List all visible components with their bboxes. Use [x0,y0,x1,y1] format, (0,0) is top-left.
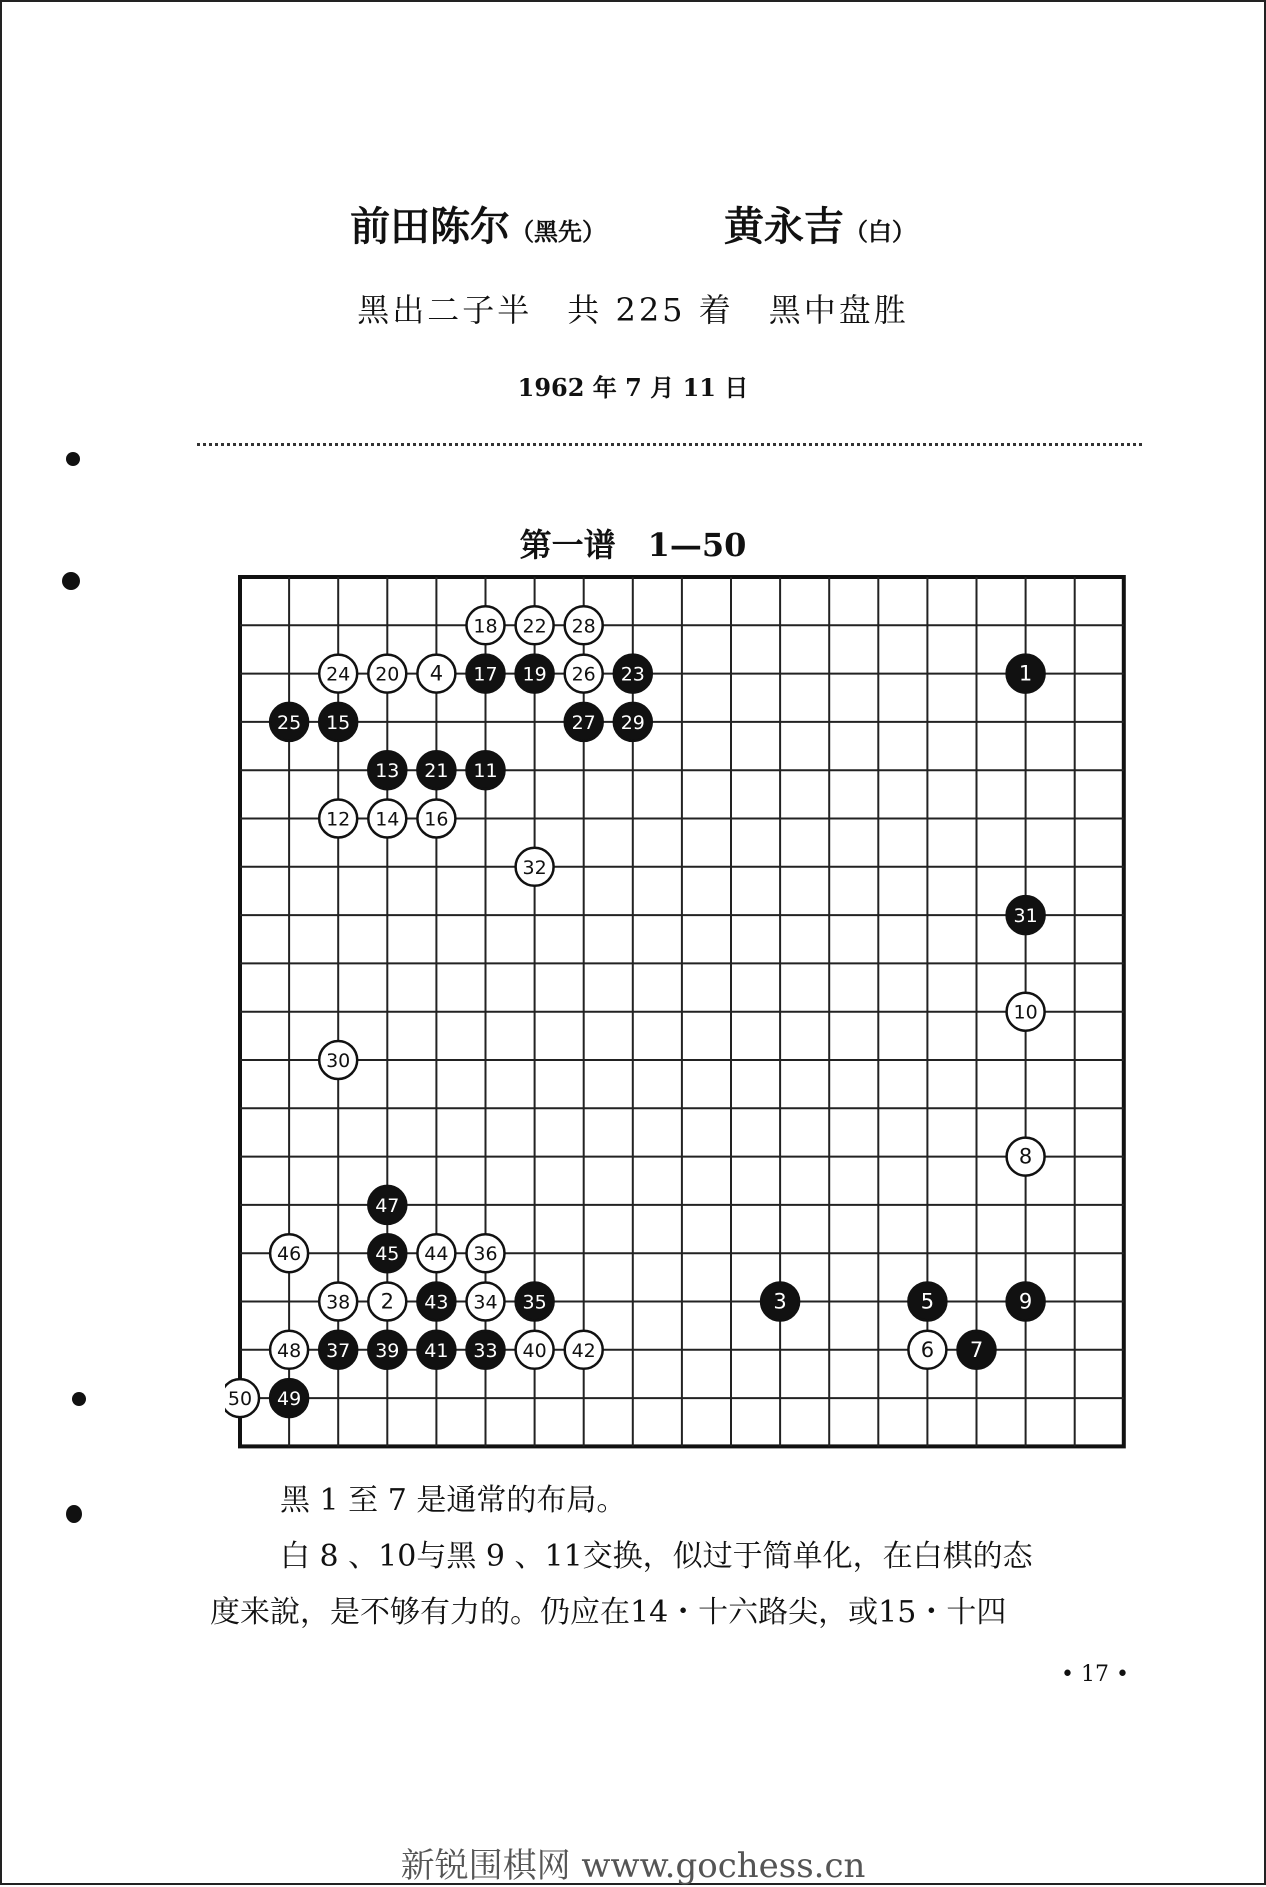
white-stone-16 [417,800,455,838]
black-stone-35 [516,1283,554,1321]
black-stone-31 [1007,896,1045,934]
white-stone-20 [368,655,406,693]
black-stone-19 [516,655,554,693]
svg-text:3: 3 [773,1289,787,1314]
black-stone-11 [467,751,505,789]
white-stone-24 [319,655,357,693]
svg-text:21: 21 [424,760,449,783]
binding-hole [62,572,80,590]
watermark-footer: 新锐围棋网 www.gochess.cn [400,1846,866,1886]
svg-text:19: 19 [522,663,547,686]
svg-text:35: 35 [522,1291,547,1314]
white-stone-40 [516,1331,554,1369]
go-board-diagram [225,560,1140,1460]
svg-text:27: 27 [571,711,596,734]
dotted-divider [197,443,1142,446]
svg-text:20: 20 [375,663,400,686]
white-stone-14 [368,800,406,838]
white-stone-28 [565,606,603,644]
white-stone-8 [1007,1138,1045,1176]
svg-text:29: 29 [620,711,645,734]
black-stone-9 [1007,1283,1045,1321]
svg-text:43: 43 [424,1291,449,1314]
black-player-note: （黑先） [510,217,607,246]
white-stone-10 [1007,993,1045,1031]
svg-text:16: 16 [424,808,449,831]
svg-text:2: 2 [380,1289,394,1314]
svg-text:10: 10 [1013,1001,1038,1024]
chart-title: 第一谱 1—50 [519,526,747,564]
black-player-name: 前田陈尔 [350,203,511,250]
svg-text:30: 30 [326,1050,351,1072]
svg-text:15: 15 [326,711,351,734]
svg-text:31: 31 [1013,905,1038,928]
black-stone-1 [1007,655,1045,693]
white-stone-30 [319,1041,357,1079]
svg-text:28: 28 [571,615,596,638]
binding-hole [72,1392,86,1406]
commentary-para-1: 黑 1 至 7 是通常的布局。 [280,1483,627,1518]
binding-hole [66,1505,82,1523]
game-info: 黑出二子半 共 225 着 黑中盘胜 [357,291,909,329]
svg-text:48: 48 [277,1339,302,1362]
svg-text:11: 11 [473,760,498,783]
game-title [0,195,1266,252]
svg-text:49: 49 [277,1388,302,1411]
svg-text:40: 40 [522,1339,547,1362]
black-stone-13 [368,751,406,789]
commentary-para-2-line-1: 白 8 、10与黑 9 、11交换，似过于简单化，在白棋的态 [280,1539,1033,1574]
black-stone-7 [958,1331,996,1369]
svg-text:6: 6 [920,1337,935,1362]
svg-text:24: 24 [326,663,351,686]
white-stone-2 [368,1283,406,1321]
black-stone-21 [417,751,455,789]
black-stone-25 [270,703,308,741]
white-stone-18 [467,606,505,644]
black-stone-27 [565,703,603,741]
white-stone-50 [225,1379,259,1417]
black-stone-39 [368,1331,406,1369]
svg-text:8: 8 [1018,1144,1033,1169]
svg-text:47: 47 [375,1194,400,1217]
svg-text:4: 4 [429,661,444,686]
white-stone-48 [270,1331,308,1369]
svg-text:41: 41 [424,1339,449,1362]
svg-text:14: 14 [375,808,400,831]
svg-text:42: 42 [571,1339,596,1362]
white-player-name: 黄永吉 [723,203,844,250]
svg-text:34: 34 [473,1291,498,1314]
svg-text:46: 46 [277,1243,302,1266]
svg-text:45: 45 [375,1243,400,1266]
svg-text:33: 33 [473,1339,498,1362]
svg-text:22: 22 [522,615,547,638]
black-stone-23 [614,655,652,693]
black-stone-37 [319,1331,357,1369]
svg-text:1: 1 [1018,661,1033,686]
white-stone-26 [565,655,603,693]
white-stone-4 [417,655,455,693]
binding-hole [66,452,80,466]
svg-text:12: 12 [326,808,351,831]
black-stone-5 [908,1283,946,1321]
black-stone-49 [270,1379,308,1417]
svg-text:5: 5 [920,1289,935,1314]
white-stone-6 [908,1331,946,1369]
svg-text:13: 13 [375,760,400,783]
black-stone-45 [368,1234,406,1272]
page-number: • 17 • [1061,1662,1129,1687]
white-stone-12 [319,800,357,838]
svg-text:18: 18 [473,615,498,638]
svg-text:17: 17 [473,663,498,686]
white-stone-34 [467,1283,505,1321]
white-stone-46 [270,1234,308,1272]
svg-text:39: 39 [375,1339,400,1362]
svg-text:32: 32 [522,856,547,879]
svg-text:25: 25 [277,711,302,734]
svg-text:36: 36 [473,1243,498,1266]
white-stone-44 [417,1234,455,1272]
svg-text:50: 50 [227,1388,253,1411]
white-player-note: （白） [843,217,916,246]
svg-text:26: 26 [571,663,596,686]
commentary-para-2-line-2: 度来說，是不够有力的。仍应在14・十六路尖，或15・十四 [210,1595,1007,1630]
black-stone-15 [319,703,357,741]
black-stone-47 [368,1186,406,1224]
black-stone-29 [614,703,652,741]
white-stone-38 [319,1283,357,1321]
black-stone-43 [417,1283,455,1321]
svg-text:38: 38 [326,1291,351,1314]
svg-text:37: 37 [326,1339,351,1362]
svg-text:23: 23 [620,663,645,686]
svg-text:9: 9 [1018,1289,1033,1314]
black-stone-17 [467,655,505,693]
white-stone-36 [467,1234,505,1272]
svg-text:7: 7 [969,1337,984,1362]
black-stone-41 [417,1331,455,1369]
white-stone-22 [516,606,554,644]
svg-text:44: 44 [424,1243,449,1266]
black-stone-33 [467,1331,505,1369]
white-stone-32 [516,848,554,886]
black-stone-3 [761,1283,799,1321]
white-stone-42 [565,1331,603,1369]
game-date: 1962 年 7 月 11 日 [517,373,749,402]
